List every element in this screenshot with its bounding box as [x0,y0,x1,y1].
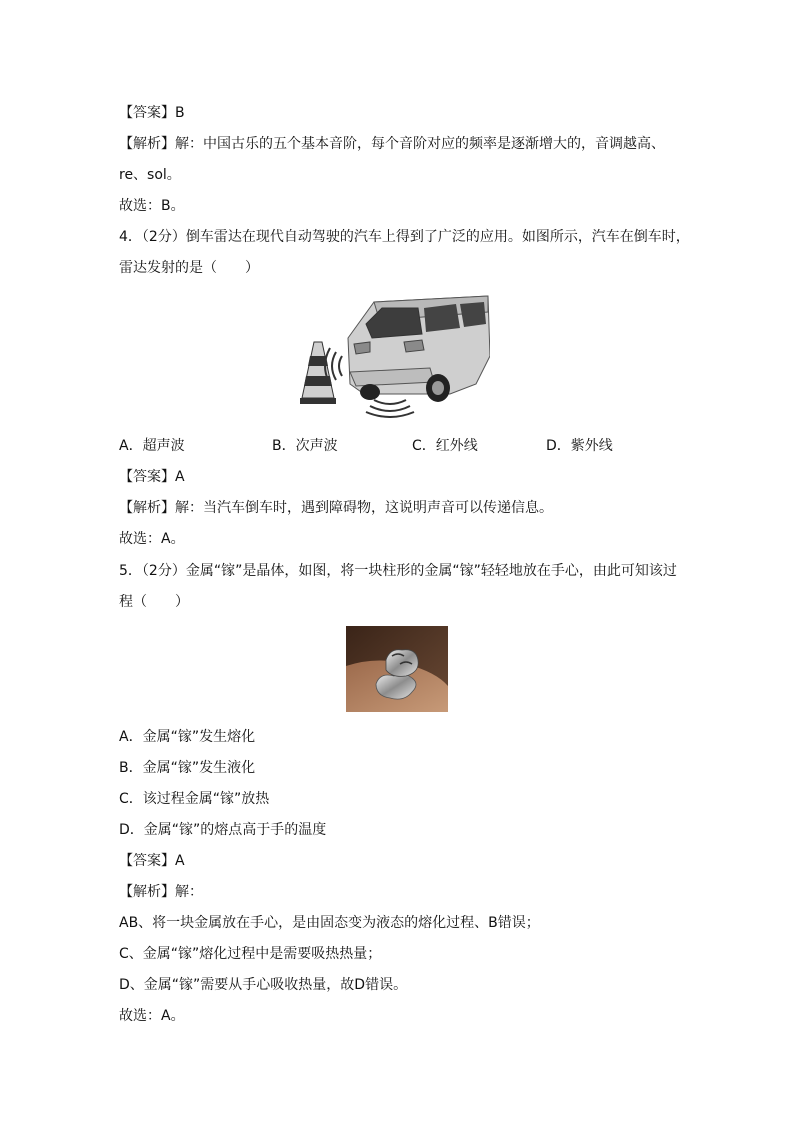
q5-analysis-line-2: C、金属“镓”熔化过程中是需要吸热热量； [119,946,382,962]
q3-answer: 【答案】B [119,105,185,121]
q5-option-d: D．金属“镓”的熔点高于手的温度 [119,822,327,838]
car-radar-illustration [300,294,490,418]
q4-option-d: D．紫外线 [546,438,613,454]
q5-stem-line-1: 5．（2分）金属“镓”是晶体，如图，将一块柱形的金属“镓”轻轻地放在手心，由此可知该过 [119,563,677,579]
q3-conclusion: 故选：B。 [119,198,185,214]
q5-option-c: C．该过程金属“镓”放热 [119,791,270,807]
q4-answer: 【答案】A [119,469,185,485]
q4-stem-line-2: 雷达发射的是（ ） [119,260,259,276]
q5-option-a: A．金属“镓”发生熔化 [119,729,256,745]
q5-conclusion: 故选：A。 [119,1008,185,1024]
q4-option-c: C．红外线 [412,438,478,454]
q5-answer: 【答案】A [119,853,185,869]
q4-conclusion: 故选：A。 [119,531,185,547]
q4-option-a: A．超声波 [119,438,185,454]
q5-analysis-line-3: D、金属“镓”需要从手心吸收热量，故D错误。 [119,977,408,993]
q5-analysis-title: 【解析】解： [119,884,203,900]
q3-analysis-line-1: 【解析】解：中国古乐的五个基本音阶，每个音阶对应的频率是逐渐增大的，音调越高、 [119,136,665,152]
q4-analysis: 【解析】解：当汽车倒车时，遇到障碍物，这说明声音可以传递信息。 [119,500,553,516]
q4-option-b: B．次声波 [272,438,338,454]
q4-stem-line-1: 4．（2分）倒车雷达在现代自动驾驶的汽车上得到了广泛的应用。如图所示，汽车在倒车时， [119,229,690,245]
gallium-melting-in-hand-image [346,626,448,712]
car-reversing-radar-image [300,294,490,418]
gallium-hand-photo [346,626,448,712]
q5-stem-line-2: 程（ ） [119,594,189,610]
q3-analysis-line-2: re、sol。 [119,167,181,183]
q5-option-b: B．金属“镓”发生液化 [119,760,256,776]
q5-analysis-line-1: AB、将一块金属放在手心，是由固态变为液态的熔化过程、B错误； [119,915,540,931]
